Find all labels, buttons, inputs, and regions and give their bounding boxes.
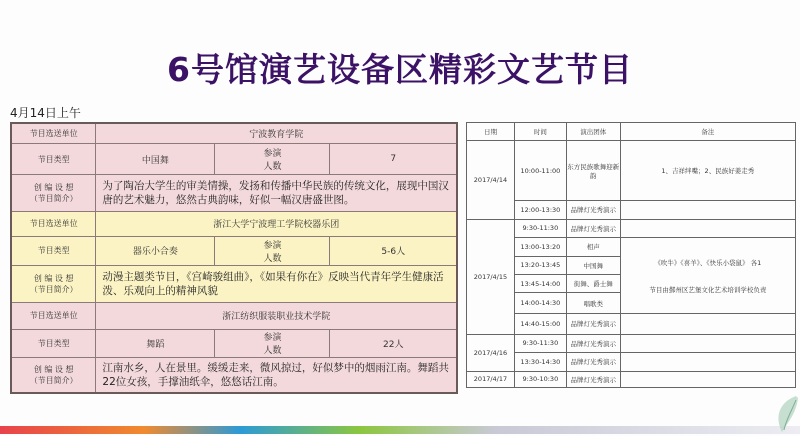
header-time: 时间 — [514, 123, 566, 141]
note-cell — [620, 314, 795, 335]
type-value: 中国舞 — [96, 144, 215, 175]
group-cell: 品牌灯光秀演示 — [566, 353, 620, 371]
decorative-leaf-icon — [770, 392, 800, 436]
note-cell — [620, 334, 795, 352]
type-label: 节目类型 — [11, 329, 96, 358]
table-row — [467, 371, 796, 388]
table-row — [11, 358, 457, 393]
header-note: 备注 — [620, 123, 795, 141]
time-cell: 10:00-11:00 — [514, 141, 566, 201]
note-line: 节目由鄞州区艺堡文化艺术培训学校负责 — [649, 285, 767, 294]
unit-value: 浙江纺织服装职业技术学院 — [96, 302, 457, 329]
unit-label: 节目选送单位 — [11, 212, 96, 237]
type-label: 节目类型 — [11, 236, 96, 265]
table-row — [11, 329, 457, 358]
time-cell: 13:45-14:00 — [514, 274, 566, 292]
group-cell: 东方民族歌舞迎新韵 — [566, 141, 620, 201]
desc-label: 创 编 设 想 （节目简介） — [11, 265, 96, 302]
table-row — [467, 353, 796, 371]
desc-value: 为了陶冶大学生的审美情操，发扬和传播中华民族的传统文化，展现中国汉唐的艺术魅力，悠然古典韵味，好似一幅汉唐盛世图。 — [96, 175, 457, 212]
time-cell: 12:00-13:30 — [514, 201, 566, 219]
count-label: 参演 人数 — [215, 144, 330, 175]
note-cell — [620, 238, 795, 314]
count-label: 参演 人数 — [215, 236, 330, 265]
group-cell: 相声 — [566, 238, 620, 256]
note-cell — [620, 371, 795, 388]
group-cell: 品牌灯光秀演示 — [566, 219, 620, 237]
header-date: 日期 — [467, 123, 515, 141]
schedule-table — [466, 122, 796, 388]
desc-label: 创 编 设 想 （节目简介） — [11, 358, 96, 393]
count-value: 22人 — [330, 329, 457, 358]
note-cell — [620, 201, 795, 219]
count-value: 5-6人 — [330, 236, 457, 265]
unit-label: 节目选送单位 — [11, 123, 96, 144]
group-cell: 品牌灯光秀演示 — [566, 371, 620, 388]
note-cell — [620, 353, 795, 371]
unit-value: 宁波教育学院 — [96, 123, 457, 144]
time-cell: 13:20-13:45 — [514, 256, 566, 274]
table-row — [467, 141, 796, 201]
group-cell: 品牌灯光秀演示 — [566, 314, 620, 335]
table-row — [11, 265, 457, 302]
table-row — [11, 236, 457, 265]
group-cell: 中国舞 — [566, 256, 620, 274]
slide-title: 6号馆演艺设备区精彩文艺节目 — [167, 50, 633, 89]
unit-value: 浙江大学宁波理工学院校器乐团 — [96, 212, 457, 237]
note-cell — [620, 219, 795, 237]
type-value: 舞蹈 — [96, 329, 215, 358]
note-cell: 1、吉祥绊嘴；2、民族好姜走秀 — [620, 141, 795, 201]
table-row — [11, 123, 457, 144]
group-cell: 品牌灯光秀演示 — [566, 334, 620, 352]
table-row — [467, 219, 796, 237]
count-value: 7 — [330, 144, 457, 175]
table-row — [11, 302, 457, 329]
table-header-row — [467, 123, 796, 141]
type-value: 器乐小合奏 — [96, 236, 215, 265]
program-table — [10, 122, 458, 394]
note-line: 《吹牛》《喜羊》、《快乐小袋鼠》 各1 — [654, 258, 762, 267]
time-cell: 9:30-11:30 — [514, 334, 566, 352]
date-label: 4月14日上午 — [10, 106, 81, 120]
date-cell: 2017/4/15 — [467, 219, 515, 334]
desc-label: 创 编 设 想 （节目简介） — [11, 175, 96, 212]
table-row — [11, 212, 457, 237]
group-cell: 街舞、爵士舞 — [566, 274, 620, 292]
table-row — [467, 238, 796, 256]
header-group: 演出团体 — [566, 123, 620, 141]
table-row — [467, 201, 796, 219]
decorative-color-bar — [0, 424, 800, 436]
type-label: 节目类型 — [11, 144, 96, 175]
desc-value: 江南水乡，人在景里。缓缓走来，微风掠过，好似梦中的烟雨江南。舞蹈共22位女孩，手撑油纸伞，悠悠话江南。 — [96, 358, 457, 393]
count-label: 参演 人数 — [215, 329, 330, 358]
date-cell: 2017/4/14 — [467, 141, 515, 219]
time-cell: 13:00-13:20 — [514, 238, 566, 256]
date-cell: 2017/4/17 — [467, 371, 515, 388]
table-row — [11, 175, 457, 212]
time-cell: 13:30-14:30 — [514, 353, 566, 371]
unit-label: 节目选送单位 — [11, 302, 96, 329]
time-cell: 9:30-10:30 — [514, 371, 566, 388]
date-cell: 2017/4/16 — [467, 334, 515, 371]
time-cell: 14:00-14:30 — [514, 293, 566, 314]
group-cell: 唱歌类 — [566, 293, 620, 314]
table-row — [467, 314, 796, 335]
time-cell: 14:40-15:00 — [514, 314, 566, 335]
table-row — [11, 144, 457, 175]
table-row — [467, 334, 796, 352]
time-cell: 9:30-11:30 — [514, 219, 566, 237]
desc-value: 动漫主题类节目，《宫崎骏组曲》，《如果有你在》反映当代青年学生健康活泼、乐观向上的精神风貌 — [96, 265, 457, 302]
group-cell: 品牌灯光秀演示 — [566, 201, 620, 219]
